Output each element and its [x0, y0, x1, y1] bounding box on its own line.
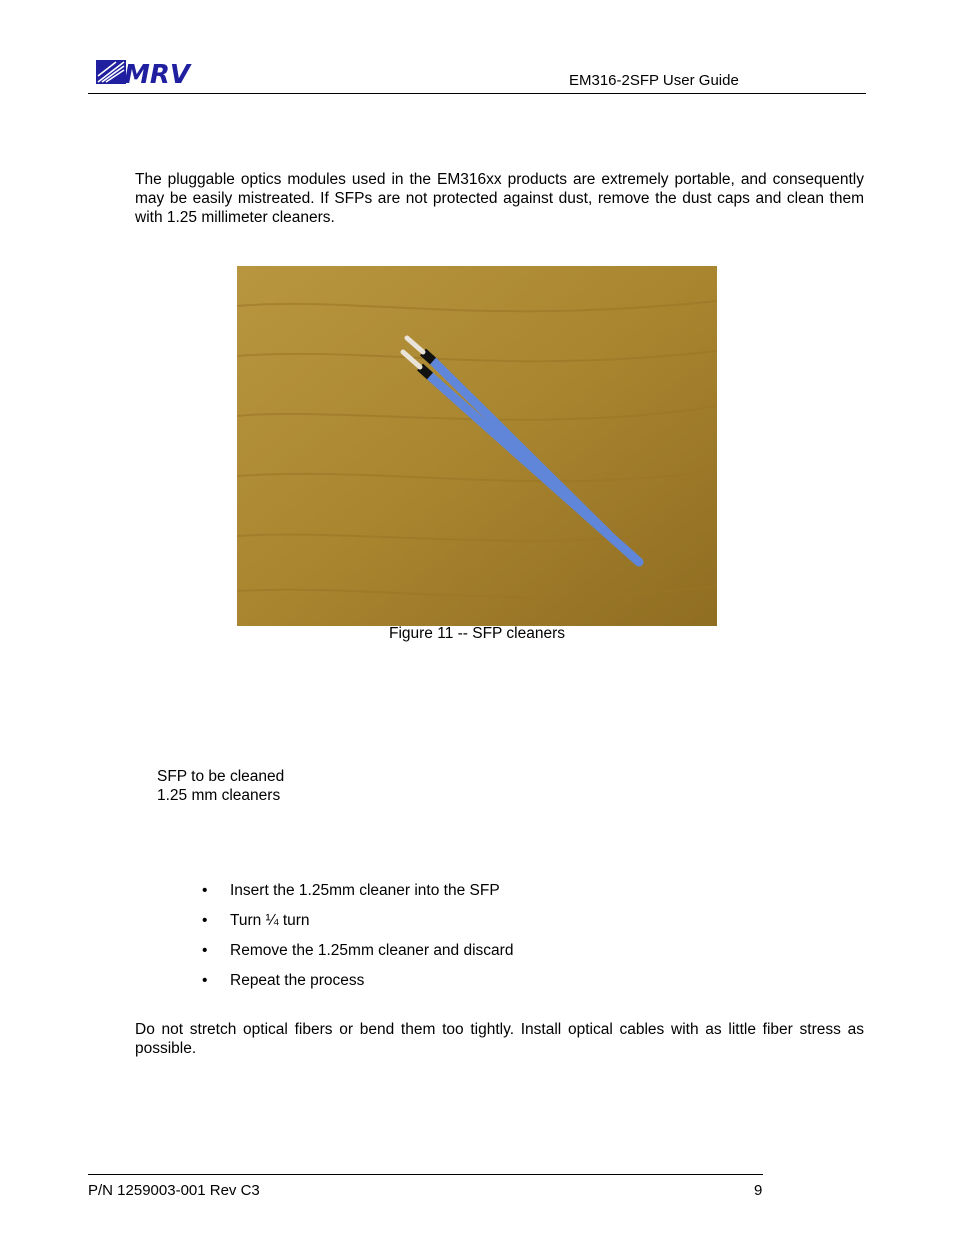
figure-caption: Figure 11 -- SFP cleaners	[388, 625, 566, 642]
header-divider	[88, 93, 866, 94]
step-text: Remove the 1.25mm cleaner and discard	[230, 942, 514, 959]
bullet-icon: •	[202, 912, 208, 929]
footer-divider	[88, 1174, 763, 1175]
bullet-icon: •	[202, 942, 208, 959]
step-item	[200, 941, 513, 971]
mrv-logo	[94, 58, 214, 86]
step-text: Insert the 1.25mm cleaner into the SFP	[230, 882, 500, 899]
cleaning-steps-list	[200, 881, 513, 1001]
logo-wordmark: MRV	[124, 60, 191, 86]
sfp-cleaners-photo	[237, 266, 717, 626]
step-text: Repeat the process	[230, 972, 365, 989]
step-text: Turn ¼ turn	[230, 912, 310, 929]
page-number: 9	[754, 1182, 763, 1199]
intro-paragraph: The pluggable optics modules used in the EM316xx products are extremely portable, and consequently may be easily mistreated. If SFPs are not protected against dust, remove the dust caps and clean them with 1.25 millimeter cleaners.	[135, 171, 864, 226]
part-number: P/N 1259003-001 Rev C3	[88, 1182, 260, 1199]
bullet-icon: •	[202, 882, 208, 899]
step-item	[200, 881, 513, 911]
bullet-icon: •	[202, 972, 208, 989]
document-title: EM316-2SFP User Guide	[569, 72, 739, 89]
caution-paragraph: Do not stretch optical fibers or bend them too tightly. Install optical cables with as little fiber stress as possible.	[135, 1021, 864, 1057]
material-item: SFP to be cleaned	[157, 768, 285, 785]
material-item: 1.25 mm cleaners	[157, 787, 281, 804]
step-item	[200, 911, 513, 941]
step-item	[200, 971, 513, 1001]
